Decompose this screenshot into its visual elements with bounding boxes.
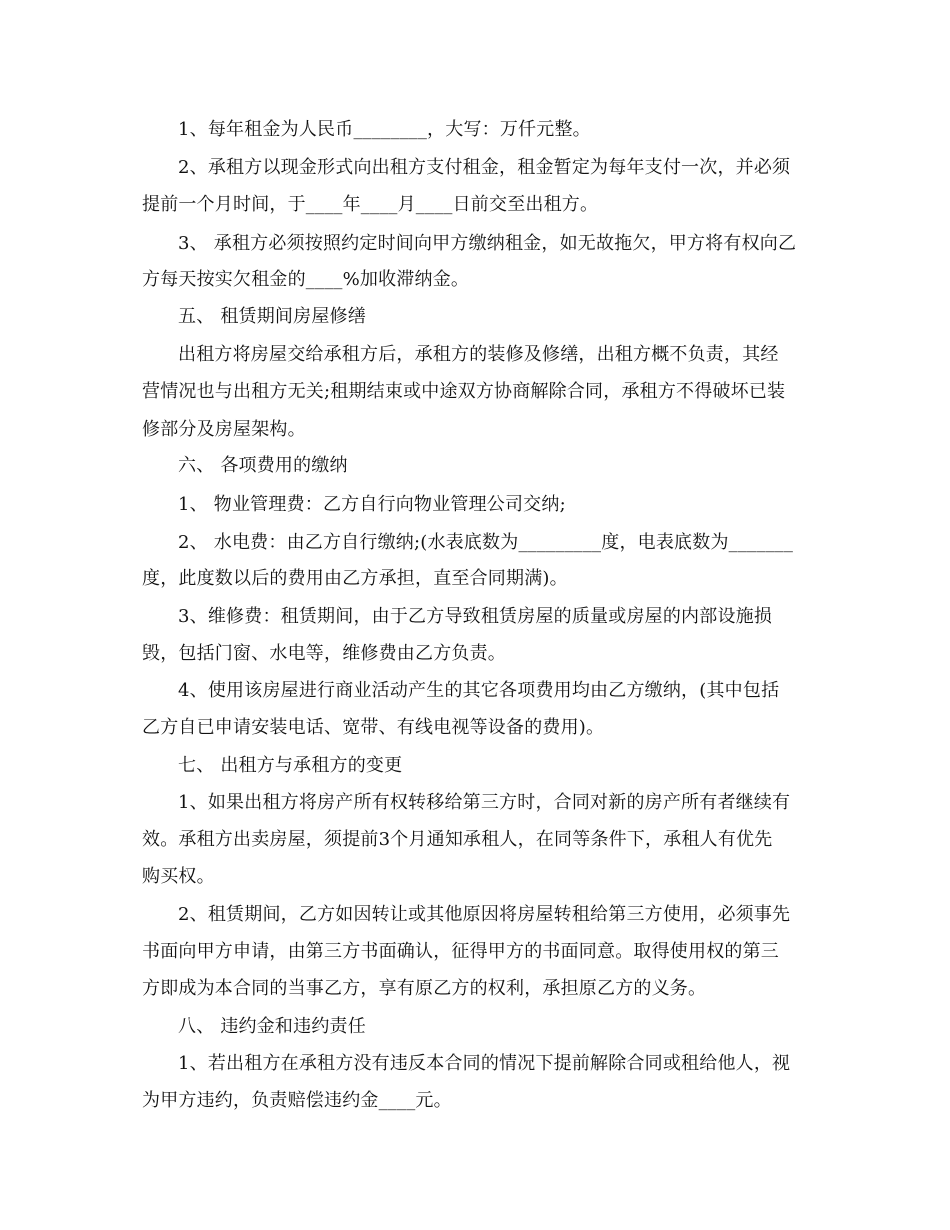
para-maintenance-cont: 毁，包括门窗、水电等，维修费由乙方负责。 — [142, 643, 506, 664]
para-repairs: 出租方将房屋交给承租方后，承租方的装修及修缮，出租方概不负责，其经 — [178, 344, 779, 365]
para-utilities-cont: 度，此度数以后的费用由乙方承担，直至合同期满)。 — [142, 568, 568, 589]
section-heading-changes: 七、 出租方与承租方的变更 — [178, 755, 403, 776]
section-heading-breach: 八、 违约金和违约责任 — [178, 1016, 366, 1037]
para-sublease-cont-2: 方即成为本合同的当事乙方，享有原乙方的权利，承担原乙方的义务。 — [142, 978, 707, 999]
para-ownership-transfer-cont-2: 购买权。 — [142, 866, 215, 887]
section-heading-repairs: 五、 租赁期间房屋修缮 — [178, 306, 366, 327]
para-breach-landlord: 1、若出租方在承租方没有违反本合同的情况下提前解除合同或租给他人，视 — [178, 1053, 791, 1074]
para-breach-landlord-cont: 为甲方违约，负责赔偿违约金____元。 — [142, 1090, 452, 1111]
para-payment-method: 2、承租方以现金形式向出租方支付租金，租金暂定为每年支付一次，并必须 — [178, 157, 791, 178]
para-repairs-cont-1: 营情况也与出租方无关;租期结束或中途双方协商解除合同，承租方不得破坏已装 — [142, 381, 786, 402]
para-property-fee: 1、 物业管理费：乙方自行向物业管理公司交纳; — [178, 494, 566, 515]
para-other-fees-cont: 乙方自已申请安装电话、宽带、有线电视等设备的费用)。 — [142, 717, 605, 738]
para-other-fees: 4、使用该房屋进行商业活动产生的其它各项费用均由乙方缴纳，(其中包括 — [178, 680, 780, 701]
section-heading-fees: 六、 各项费用的缴纳 — [178, 455, 348, 476]
para-utilities: 2、 水电费：由乙方自行缴纳;(水表底数为_________度，电表底数为_______ — [178, 532, 794, 553]
para-maintenance: 3、维修费：租赁期间，由于乙方导致租赁房屋的质量或房屋的内部设施损 — [178, 606, 773, 627]
para-sublease-cont-1: 书面向甲方申请，由第三方书面确认，征得甲方的书面同意。取得使用权的第三 — [142, 941, 779, 962]
para-late-fee-cont: 方每天按实欠租金的____%加收滞纳金。 — [142, 269, 470, 290]
para-late-fee: 3、 承租方必须按照约定时间向甲方缴纳租金，如无故拖欠，甲方将有权向乙 — [178, 233, 797, 254]
para-ownership-transfer-cont-1: 效。承租方出卖房屋，须提前3个月通知承租人，在同等条件下，承租人有优先 — [142, 829, 773, 850]
para-ownership-transfer: 1、如果出租方将房产所有权转移给第三方时，合同对新的房产所有者继续有 — [178, 792, 791, 813]
para-rent-amount: 1、每年租金为人民币________，大写：万仟元整。 — [178, 119, 591, 140]
para-sublease: 2、租赁期间，乙方如因转让或其他原因将房屋转租给第三方使用，必须事先 — [178, 904, 791, 925]
para-repairs-cont-2: 修部分及房屋架构。 — [142, 419, 306, 440]
para-payment-method-cont: 提前一个月时间，于____年____月____日前交至出租方。 — [142, 194, 599, 215]
